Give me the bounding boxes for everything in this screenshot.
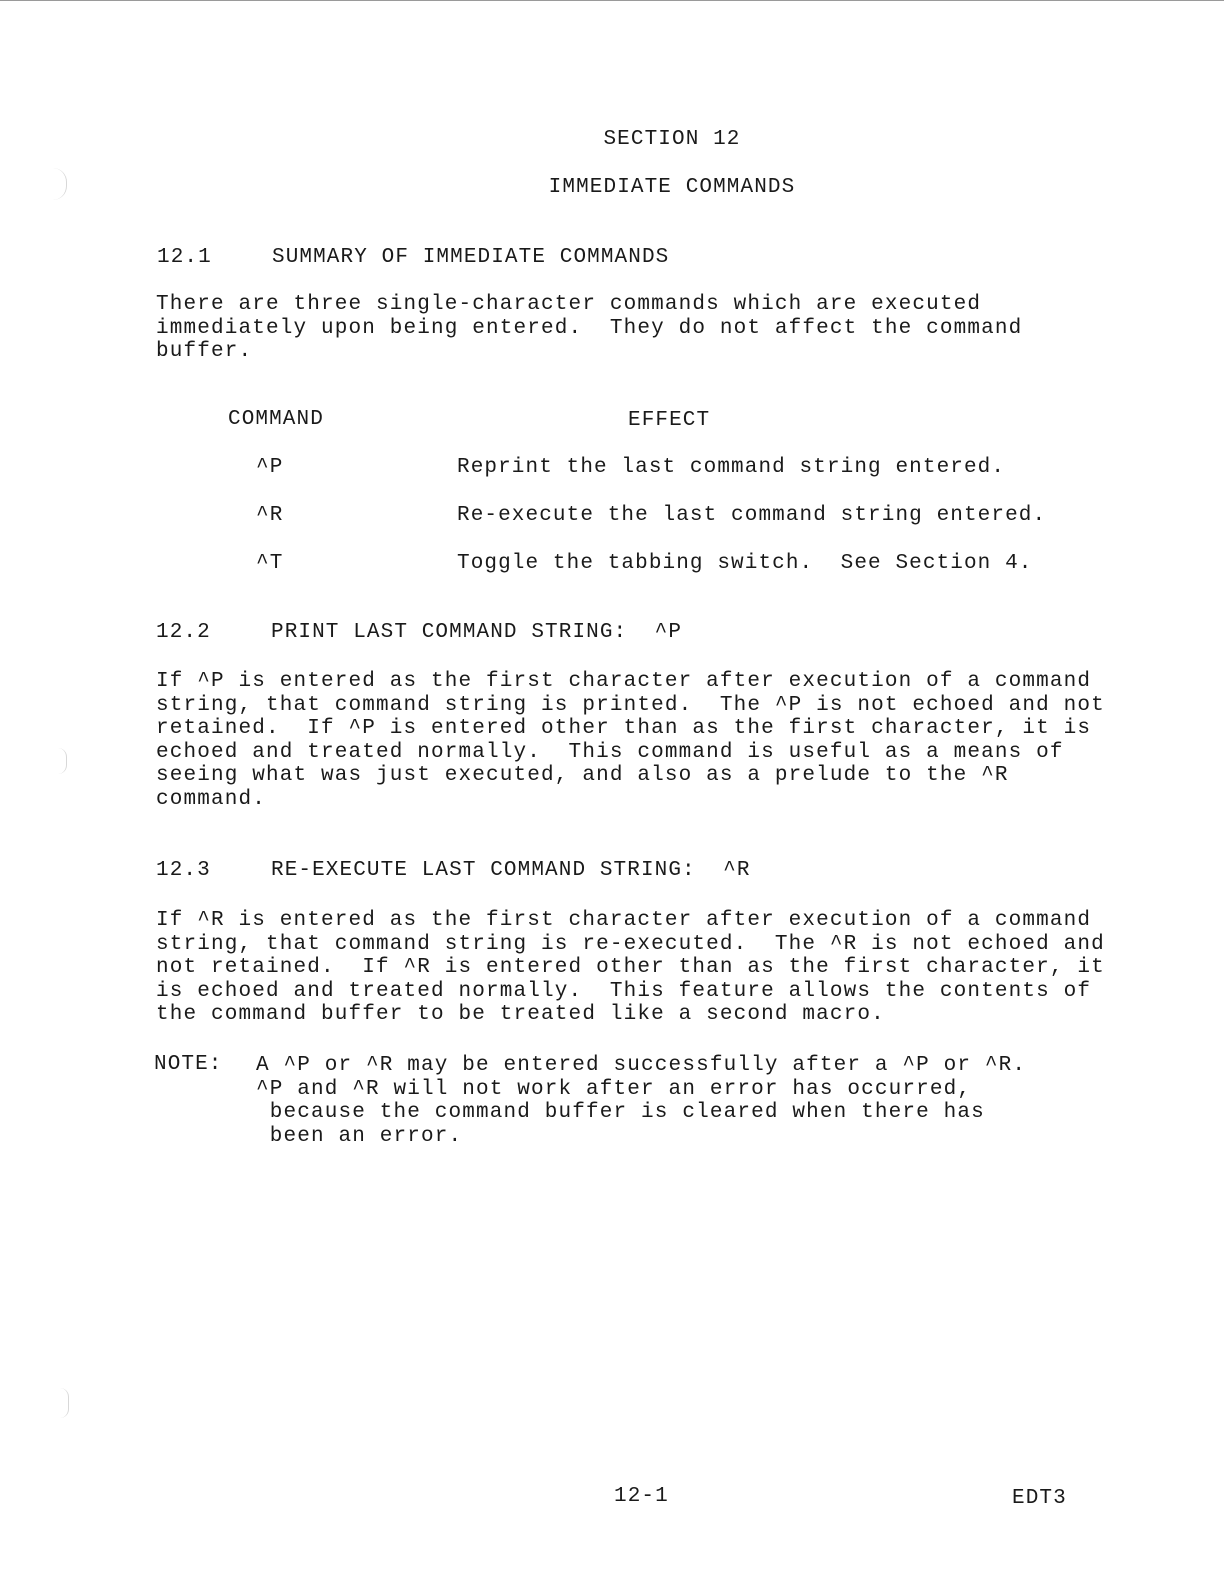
table-cell-command: ^P: [256, 456, 284, 479]
section-label: SECTION 12: [603, 128, 741, 151]
section-paragraph: [156, 670, 1156, 812]
table-cell-effect: Reprint the last command string entered.: [457, 456, 1006, 479]
paragraph-line: string, that command string is re-executed. The ^R is not echoed and: [156, 932, 1105, 956]
top-edge-rule: [0, 0, 1224, 1]
paragraph-line: There are three single-character commands which are executed: [156, 293, 982, 316]
scan-mark: [58, 748, 67, 774]
scan-mark: [60, 1388, 69, 1418]
section-heading: PRINT LAST COMMAND STRING: ^P: [271, 621, 683, 644]
section-paragraph: [156, 909, 1156, 1027]
scan-mark: [52, 168, 67, 200]
paragraph-line: retained. If ^P is entered other than as the first character, it is: [156, 717, 1092, 741]
section-number: 12.1: [157, 246, 212, 269]
paragraph-line: the command buffer to be treated like a second macro.: [156, 1003, 885, 1027]
paragraph-line: buffer.: [156, 340, 253, 364]
note-label: NOTE:: [154, 1053, 223, 1076]
page-title: IMMEDIATE COMMANDS: [548, 176, 796, 199]
paragraph-line: If ^R is entered as the first character after execution of a command: [156, 909, 1092, 932]
table-cell-effect: Re-execute the last command string entered.: [457, 504, 1047, 527]
paragraph-line: echoed and treated normally. This command is useful as a means of: [156, 740, 1064, 764]
page-number: 12-1: [614, 1485, 669, 1508]
note-line: because the command buffer is cleared when there has: [256, 1101, 985, 1125]
table-header-command: COMMAND: [228, 408, 324, 431]
note-line: ^P and ^R will not work after an error has occurred,: [256, 1077, 972, 1101]
section-heading: SUMMARY OF IMMEDIATE COMMANDS: [272, 246, 670, 269]
note-line: been an error.: [256, 1124, 463, 1148]
table-cell-effect: Toggle the tabbing switch. See Section 4.: [457, 552, 1033, 575]
paragraph-line: immediately upon being entered. They do not affect the command: [156, 316, 1023, 340]
note-line: A ^P or ^R may be entered successfully after a ^P or ^R.: [256, 1054, 1027, 1077]
table-header-effect: EFFECT: [628, 409, 711, 432]
section-heading: RE-EXECUTE LAST COMMAND STRING: ^R: [271, 859, 751, 882]
paragraph-line: If ^P is entered as the first character after execution of a command: [156, 670, 1092, 693]
note-body: [256, 1054, 1136, 1148]
paragraph-line: command.: [156, 787, 267, 811]
paragraph-line: seeing what was just executed, and also as a prelude to the ^R: [156, 764, 1009, 788]
paragraph-line: is echoed and treated normally. This feature allows the contents of: [156, 979, 1092, 1003]
table-cell-command: ^T: [256, 552, 284, 575]
table-cell-command: ^R: [256, 504, 284, 527]
section-number: 12.2: [156, 621, 211, 644]
document-id: EDT3: [1012, 1487, 1067, 1510]
section-paragraph: [156, 293, 1156, 364]
paragraph-line: string, that command string is printed. The ^P is not echoed and not: [156, 693, 1105, 717]
section-number: 12.3: [156, 859, 211, 882]
paragraph-line: not retained. If ^R is entered other than as the first character, it: [156, 956, 1105, 980]
